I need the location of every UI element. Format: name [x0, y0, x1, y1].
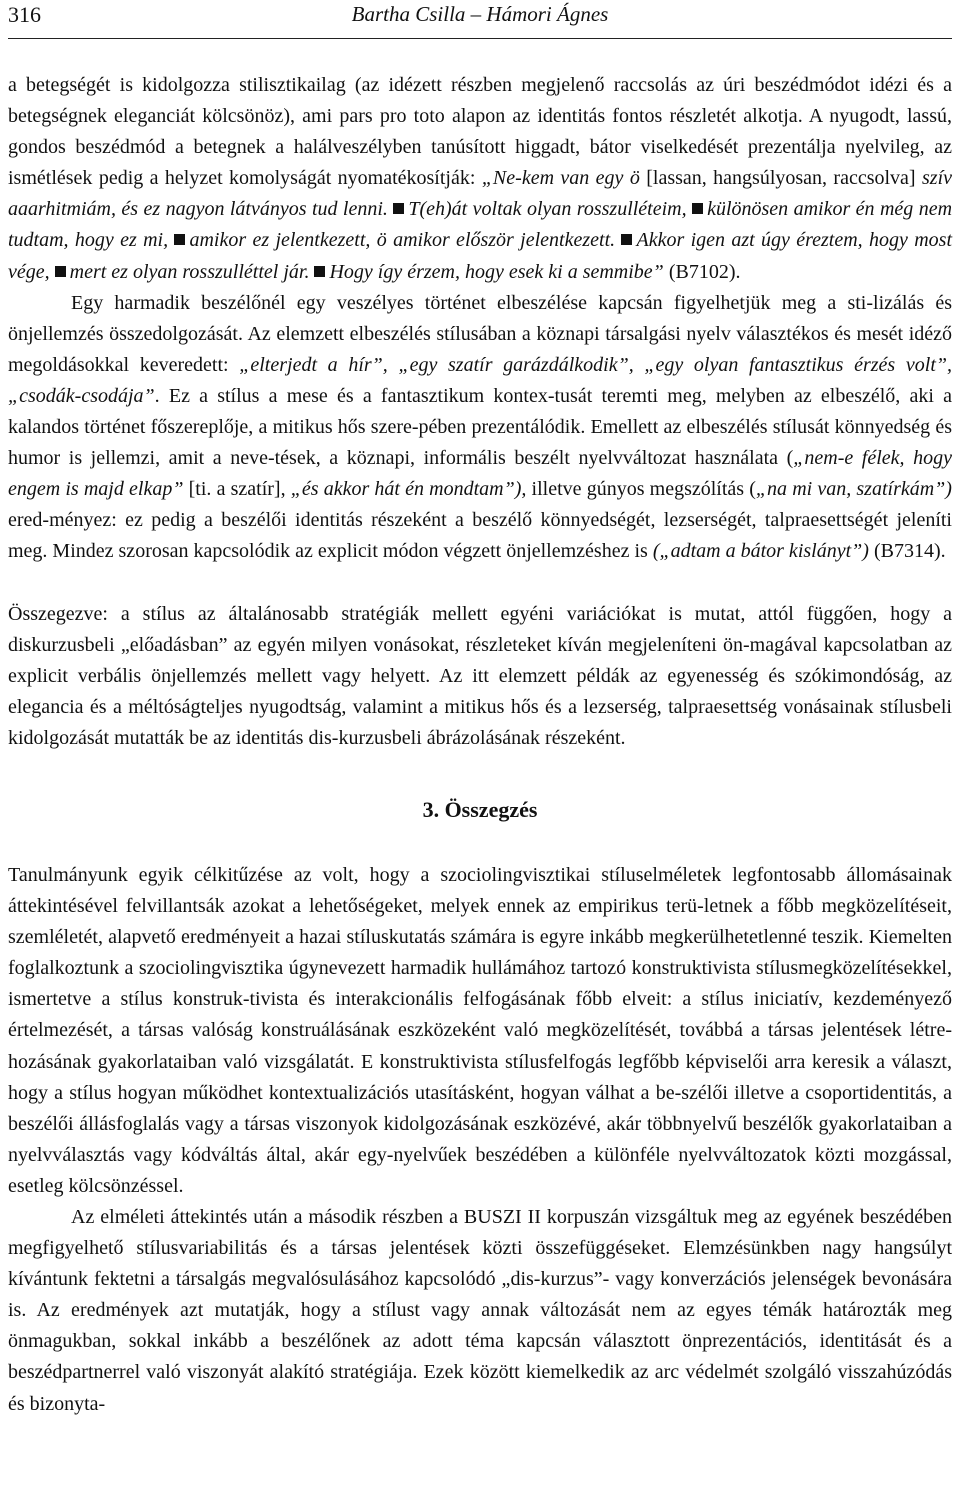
paragraph: Az elméleti áttekintés után a második részben a BUSZI II korpuszán vizsgáltuk meg az egyének beszédében megfigyelhető stílusvariabilitás és a társas jelentések közti összefüggéseket. Elemzésünkben nagy hangsúlyt kívántunk fektetni a társalgás megvalósulásához kapcsolódó „dis-kurzus”- vagy konverzációs jelenségek bevonására is. Az eredmények azt mutatják, hogy a stílust vagy annak változását nem az egyes témák határozták meg önmagukban, sokkal inkább a beszélőnek az adott téma kapcsán választott önprezentációs, identitását és a beszédpartnerrel való viszonyát alakító stratégiája. Ezek között kiemelkedik az arc védelmét szolgáló visszahúzódás és bizonyta-: [8, 1206, 952, 1415]
quote-span: T(eh)át voltak olyan rosszulléteim,: [408, 198, 687, 221]
text-span: (B7102).: [663, 260, 741, 283]
quote-span: „és akkor hát én mondtam”),: [290, 478, 527, 501]
paragraph-summary: Összegezve: a stílus az általánosabb stratégiák mellett egyéni variációkat is mutat, attól függően, hogy a diskurzusbeli „előadásban” az egyén milyen vonásokat, részleteket kíván megjeleníteni ön-magával kapcsolatban az explicit verbális önjellemzés mellett vagy helyett. Az itt elemzett példák az egyenesség és szókimondóság, az elegancia és a méltóságteljes nyugodtság, valamint a mitikus hős és a lezserség, talpraesettség vonásainak stílusbeli kidolgozását mutatták be az identitás dis-kurzusbeli ábrázolásának részeként.: [8, 602, 952, 749]
running-header: [8, 0, 952, 39]
paragraph-continued: [8, 70, 952, 288]
text-span: (B7314).: [868, 540, 946, 563]
running-title: Bartha Csilla – Hámori Ágnes: [351, 2, 609, 26]
page: [8, 0, 952, 1420]
text-span: Egy harmadik beszélőnél egy veszélyes történet elbeszélése kapcsán figyelhetjük meg a sti-lizálás és önjellemzés összedolgozását. Az elemzett elbeszélés stílusában a köznapi társalgási nyelv választékos és mesét idéző megoldásokkal keveredett:: [8, 291, 952, 376]
text-span: [lassan, hangsúlyosan, raccsolva]: [639, 167, 922, 190]
quote-span: „elterjedt a hír”, „egy szatír garázdálkodik”, „egy olyan fantasztikus érzés volt”, „csodák-csodája”: [8, 353, 952, 407]
pause-marker-icon: [692, 203, 703, 214]
quote-span: különösen amikor én még nem tudtam, hogy ez mi,: [8, 198, 953, 252]
paragraph: [8, 288, 952, 568]
quote-span: Akkor igen azt úgy éreztem, hogy most vége,: [8, 229, 953, 283]
pause-marker-icon: [174, 234, 185, 245]
quote-span: „Ne-kem van egy ö: [481, 167, 640, 190]
text-span: . Ez a stílus a mese és a fantasztikum kontex-tusát teremti meg, melyben az elbeszélő, aki a kalandos történet főszereplője, a mitikus hős szere-pében prezentálódik. Emellett az elbeszélés stílusát könnyedség és humor is jellemzi, amit a neve-tések, a köznapi, informális beszélt nyelvváltozat használata (: [8, 384, 952, 470]
quote-span: „nem-e félek, hogy engem is majd elkap”: [8, 447, 952, 501]
pause-marker-icon: [393, 203, 404, 214]
page-number: 316: [8, 2, 41, 27]
text-span: ered-ményez: ez pedig a beszélői identitás részeként a beszélő könnyedségét, lezserségét, talpraesettségét jeleníti meg. Mindez szorosan kapcsolódik az explicit módon végzett önjellemzéshez is: [8, 509, 952, 563]
paragraph: Tanulmányunk egyik célkitűzése az volt, hogy a szociolingvisztikai stíluselméletek legfontosabb állomásainak áttekintésével felvillantsák azokat a lehetőségeket, melyek ennek az empirikus terü-letnek a főbb megközelítéseit, szemléletét, alapvető eredményeit a hazai stíluskutatás számára is egyre inkább megkerülhetetlenné teszik. Kiemelten foglalkoztunk a szociolingvisztika úgynevezett harmadik hullámához tartozó konstruktivista stílusmegközelítésekkel, ismertetve a stílus konstruk-tivista és interakcionális felfogásának főbb elveit: a stílus iniciatív, kezdeményező értelmezését, a társas valóság konstruálásának eszközeként való megközelítését, továbbá a társas jelentések létre-hozásának gyakorlataiban való vizsgálatát. E konstruktivista stílusfelfogás legfőbb képviselői arra keresik a választ, hogy a stílus hogyan működhet kontextualizációs utasításként, hogyan válhat a be-szélői illetve a csoportidentitás, a beszélői állásfoglalás vagy a társas viszonyok kidolgozásának eszközévé, akár többnyelvű beszélők gyakorlataiban a nyelvválasztás vagy kódváltás által, akár egy-nyelvűek beszédében a különféle nyelvváltozatok közti mozgással, esetleg kölcsönzéssel.: [8, 863, 952, 1197]
quote-span: Hogy így érzem, hogy esek ki a semmibe”: [329, 260, 664, 283]
pause-marker-icon: [314, 266, 325, 277]
text-span: [ti. a szatír],: [183, 478, 291, 501]
quote-span: amikor ez jelentkezett, ö amikor először jelentkezett.: [189, 229, 616, 252]
quote-span: szív aaarhitmiám, és ez nagyon látványos tud lenni.: [8, 167, 952, 221]
quote-span: „na mi van, szatírkám”): [755, 478, 952, 501]
quote-span: („adtam a bátor kislányt”): [652, 540, 869, 563]
text-span: a betegségét is kidolgozza stilisztikailag (az idézett részben megjelenő raccsolás az úri beszédmódot idézi és a betegségnek eleganciát kölcsönöz), ami pars pro toto alapon az identitás fontos részletét alkotja. A nyugodt, lassú, gondos beszédmód a betegnek a halálveszélyben tanúsított higgadt, bátor viselkedését prezentálja nyelvileg, az ismétlések pedig a helyzet komolyságát nyomatékosítják:: [8, 74, 952, 190]
quote-span: mert ez olyan rosszulléttel jár.: [69, 260, 310, 283]
pause-marker-icon: [621, 234, 632, 245]
text-span: illetve gúnyos megszólítás (: [526, 478, 756, 501]
body-text: [8, 70, 952, 1420]
pause-marker-icon: [55, 266, 66, 277]
section-heading: 3. Összegzés: [422, 796, 538, 822]
